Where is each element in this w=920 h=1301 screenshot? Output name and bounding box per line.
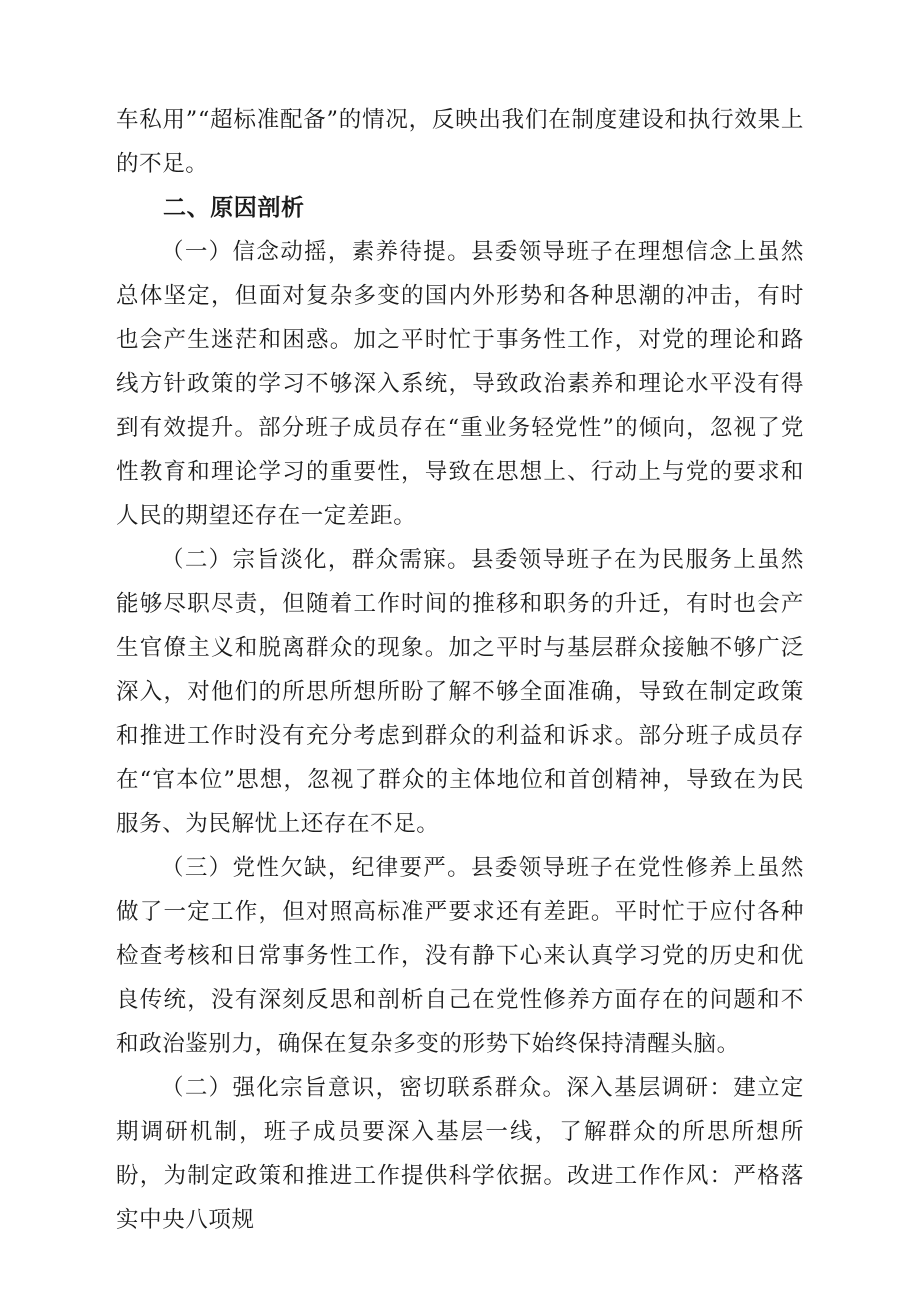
- paragraph-3: （三）党性欠缺，纪律要严。县委领导班子在党性修养上虽然做了一定工作，但对照高标准严要求还有差距。平时忙于应付各种检查考核和日常事务性工作，没有静下心来认真学习党的历史和优良传统，没有深刻反思和剖析自己在党性修养方面存在的问题和不和政治鉴别力，确保在复杂多变的形势下始终保持清醒头脑。: [116, 855, 804, 1057]
- paragraph-4: （二）强化宗旨意识，密切联系群众。深入基层调研：建立定期调研机制，班子成员要深入基层一线，了解群众的所思所想所盼，为制定政策和推进工作提供科学依据。改进工作作风：严格落实中央八项规: [116, 1075, 804, 1233]
- continuation-paragraph: 车私用”“超标准配备”的情况，反映出我们在制度建设和执行效果上的不足。: [116, 107, 804, 177]
- paragraph-1: （一）信念动摇，素养待提。县委领导班子在理想信念上虽然总体坚定，但面对复杂多变的国内外形势和各种思潮的冲击，有时也会产生迷茫和困惑。加之平时忙于事务性工作，对党的理论和路线方针政策的学习不够深入系统，导致政治素养和理论水平没有得到有效提升。部分班子成员存在“重业务轻党性”的倾向，忽视了党性教育和理论学习的重要性，导致在思想上、行动上与党的要求和人民的期望还存在一定差距。: [116, 239, 804, 529]
- section-heading: 二、原因剖析: [163, 195, 305, 221]
- paragraph-2: （二）宗旨淡化，群众需寐。县委领导班子在为民服务上虽然能够尽职尽责，但随着工作时间的推移和职务的升迁，有时也会产生官僚主义和脱离群众的现象。加之平时与基层群众接触不够广泛深入，对他们的所思所想所盼了解不够全面准确，导致在制定政策和推进工作时没有充分考虑到群众的利益和诉求。部分班子成员存在“官本位”思想，忽视了群众的主体地位和首创精神，导致在为民服务、为民解忧上还存在不足。: [116, 547, 804, 837]
